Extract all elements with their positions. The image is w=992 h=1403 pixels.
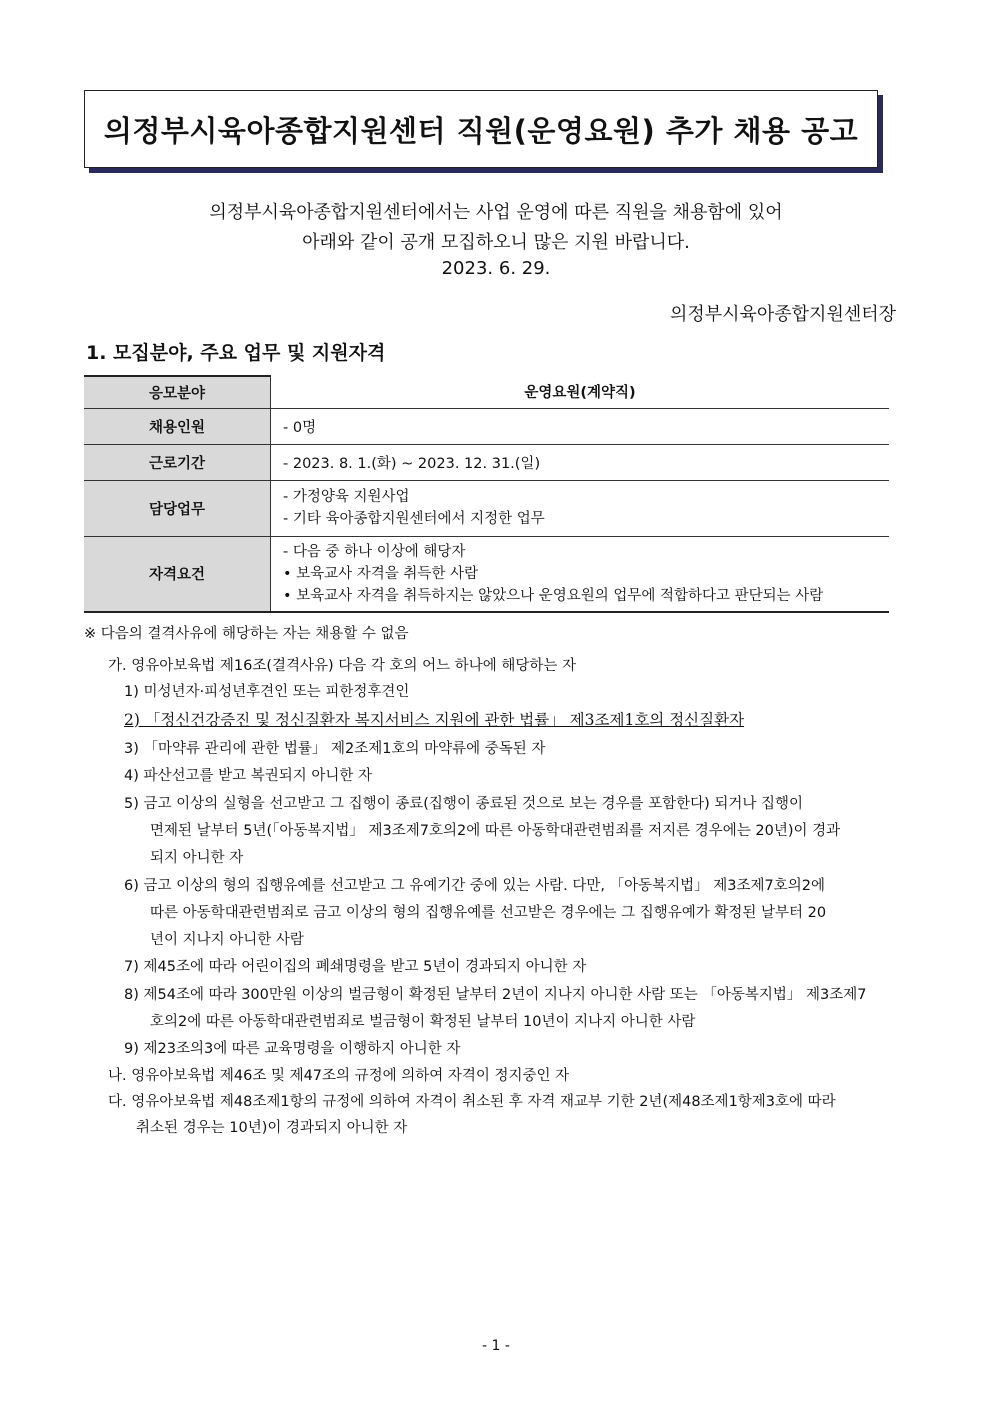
list-item: 6) 금고 이상의 형의 집행유예를 선고받고 그 유예기간 중에 있는 사람. 다만, 「아동복지법」 제3조제7호의2에 <box>124 878 825 894</box>
section-title: 1. 모집분야, 주요 업무 및 지원자격 <box>86 342 386 364</box>
row-value <box>271 480 890 536</box>
row-value: - 0명 <box>271 408 890 444</box>
row-label: 응모분야 <box>84 376 271 408</box>
notes-ga: 가. 영유아보육법 제16조(결격사유) 다음 각 호의 어느 하나에 해당하는 자 <box>108 658 577 674</box>
row-line: - 다음 중 하나 이상에 해당자 <box>283 543 466 560</box>
list-item: 되지 아니한 자 <box>150 850 244 866</box>
table-row <box>84 444 889 480</box>
signature: 의정부시육아종합지원센터장 <box>669 304 896 325</box>
list-item: 따른 아동학대관련범죄로 금고 이상의 형의 집행유예를 선고받은 경우에는 그 집행유예가 확정된 날부터 20 <box>150 905 827 921</box>
table-row <box>84 376 889 408</box>
intro-date: 2023. 6. 29. <box>441 258 551 279</box>
list-item: 9) 제23조의3에 따른 교육명령을 이행하지 아니한 자 <box>124 1041 461 1057</box>
list-item: 면제된 날부터 5년(「아동복지법」 제3조제7호의2에 따른 아동학대관련범죄를 저지른 경우에는 20년)이 경과 <box>150 823 841 839</box>
list-item: 2) 「정신건강증진 및 정신질환자 복지서비스 지원에 관한 법률」 제3조제1호의 정신질환자 <box>124 711 745 729</box>
page-title: 의정부시육아종합지원센터 직원(운영요원) 추가 채용 공고 <box>84 90 878 168</box>
list-item: 5) 금고 이상의 실형을 선고받고 그 집행이 종료(집행이 종료된 것으로 보는 경우를 포함한다) 되거나 집행이 <box>124 796 804 812</box>
table-row <box>84 536 889 612</box>
row-line: - 가정양육 지원사업 <box>283 489 410 505</box>
list-item: 1) 미성년자·피성년후견인 또는 피한정후견인 <box>124 684 410 700</box>
list-item: 7) 제45조에 따라 어린이집의 폐쇄명령을 받고 5년이 경과되지 아니한 자 <box>124 959 587 975</box>
table-row <box>84 480 889 536</box>
intro-line-2: 아래와 같이 공개 모집하오니 많은 지원 바랍니다. <box>302 232 690 253</box>
list-item: 4) 파산선고를 받고 복권되지 아니한 자 <box>124 768 373 784</box>
recruitment-table <box>84 375 889 613</box>
notes-header: ※ 다음의 결격사유에 해당하는 자는 채용할 수 없음 <box>84 626 409 642</box>
row-label: 채용인원 <box>84 408 271 444</box>
table-row <box>84 408 889 444</box>
row-value: - 2023. 8. 1.(화) ~ 2023. 12. 31.(일) <box>271 444 890 480</box>
list-item: 호의2에 따른 아동학대관련범죄로 벌금형이 확정된 날부터 10년이 지나지 아니한 사람 <box>150 1014 696 1030</box>
row-line: • 보육교사 자격을 취득하지는 않았으나 운영요원의 업무에 적합하다고 판단되는 사람 <box>283 587 824 604</box>
list-item: 3) 「마약류 관리에 관한 법률」 제2조제1호의 마약류에 중독된 자 <box>124 741 546 757</box>
row-label: 근로기간 <box>84 444 271 480</box>
page-number: - 1 - <box>482 1338 510 1354</box>
notes-da: 다. 영유아보육법 제48조제1항의 규정에 의하여 자격이 취소된 후 자격 재교부 기한 2년(제48조제1항제3호에 따라 <box>108 1094 836 1110</box>
row-line: - 기타 육아종합지원센터에서 지정한 업무 <box>283 511 545 527</box>
notes-da-cont: 취소된 경우는 10년)이 경과되지 아니한 자 <box>136 1120 408 1136</box>
row-value <box>271 536 890 612</box>
list-item: 년이 지나지 아니한 사람 <box>150 932 304 948</box>
notes-na: 나. 영유아보육법 제46조 및 제47조의 규정에 의하여 자격이 정지중인 자 <box>108 1068 570 1084</box>
row-label: 자격요건 <box>84 536 271 612</box>
intro-line-1: 의정부시육아종합지원센터에서는 사업 운영에 따른 직원을 채용함에 있어 <box>209 202 783 223</box>
row-line: • 보육교사 자격을 취득한 사람 <box>283 565 479 582</box>
row-label: 담당업무 <box>84 480 271 536</box>
list-item: 8) 제54조에 따라 300만원 이상의 벌금형이 확정된 날부터 2년이 지나지 아니한 사람 또는 「아동복지법」 제3조제7 <box>124 987 867 1003</box>
row-value: 운영요원(계약직) <box>271 376 890 408</box>
